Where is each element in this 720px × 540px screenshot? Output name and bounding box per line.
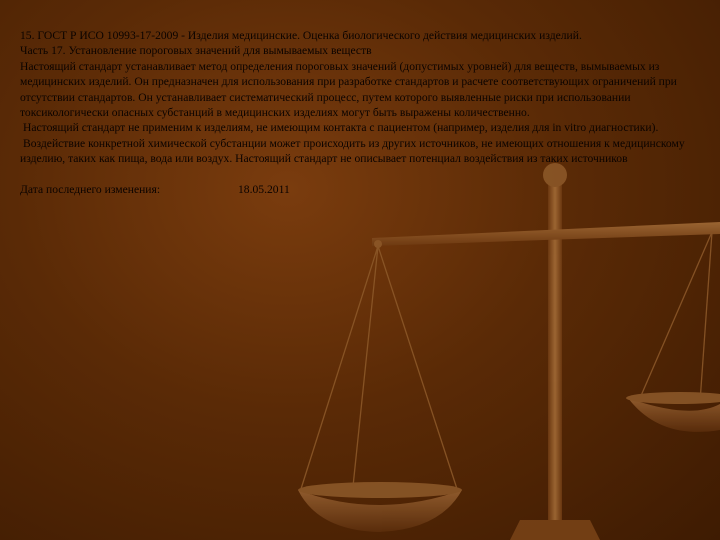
paragraph-scope: Настоящий стандарт устанавливает метод определения пороговых значений (допустимых уровней) для веществ, вымываемых из медицинских изделий. Он предназначен для использования при разработке стандартов и расчете соответствующих ограничений при отсутствии стандартов. Он устанавливает систематический процесс, путем которого выявленные риски при использовании токсикологически опасных субстанций в медицинских изделиях могут быть выражены количественно. (20, 59, 677, 120)
last-modified-label: Дата последнего изменения: (20, 182, 161, 196)
document-title-line (20, 28, 698, 43)
paragraph-exposure: Воздействие конкретной химической субстанции может происходить из других источников, не имеющих отношения к медицинскому изделию, таких как пища, вода или воздух. Настоящий стандарт не описывает потенциал воздействия из таких источников (20, 136, 685, 166)
last-modified-date: 18.05.2011 (238, 182, 290, 196)
document-subtitle: Часть 17. Установление пороговых значений для вымываемых веществ (20, 44, 372, 58)
paragraph-exclusion: Настоящий стандарт не применим к изделиям, не имеющим контакта с пациентом (например, изделия для in vitro диагностики). (23, 121, 659, 135)
document-text (20, 28, 698, 197)
last-modified-row (20, 182, 698, 197)
document-title: ГОСТ Р ИСО 10993-17-2009 - Изделия медицинские. Оценка биологического действия медицинских изделий. (37, 29, 582, 42)
document-number: 15. (20, 29, 35, 42)
